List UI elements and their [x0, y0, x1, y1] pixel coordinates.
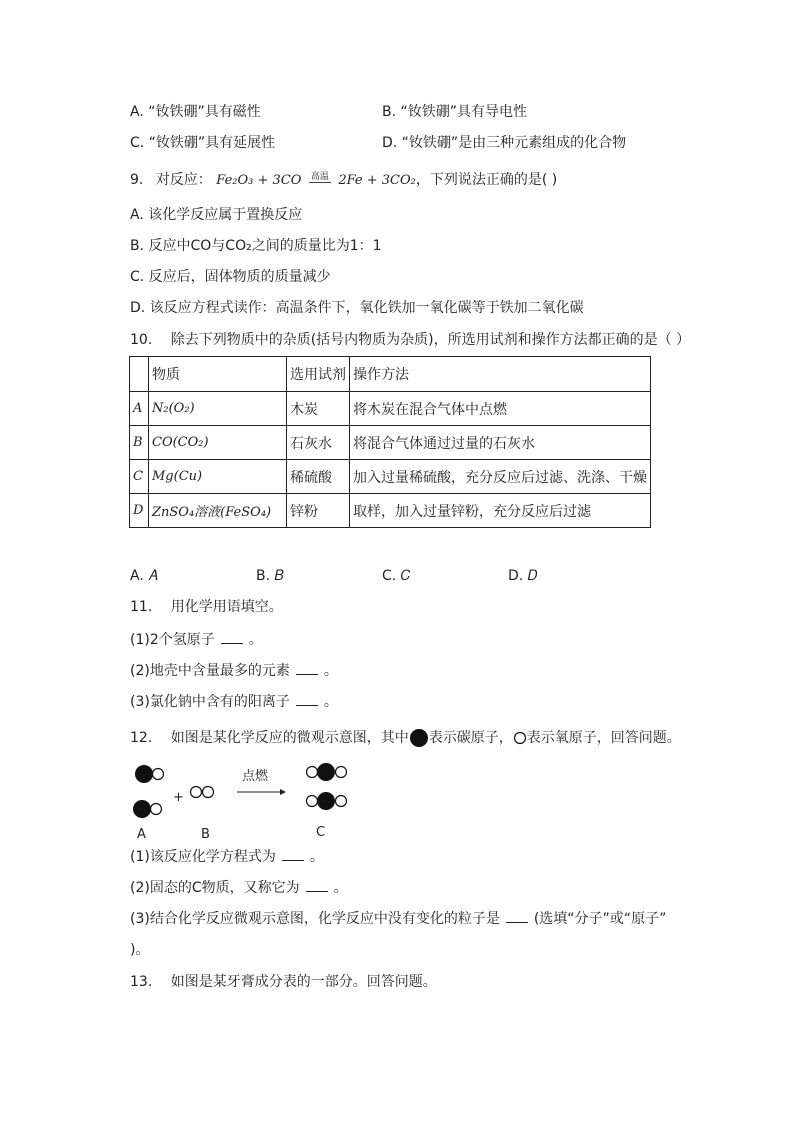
arrow-label: 点燃	[242, 769, 269, 784]
table-header-row	[130, 357, 651, 392]
table-header-cell: 操作方法	[350, 357, 651, 392]
q10-stem	[130, 330, 690, 350]
molecule-a-co	[135, 765, 164, 783]
table-cell-method: 将混合气体通过过量的石灰水	[350, 426, 651, 460]
table-cell-substance: Mg(Cu)	[149, 460, 287, 494]
q11-item-2-end: 。	[323, 663, 338, 679]
oxygen-atom-icon	[513, 731, 527, 745]
answer-blank[interactable]	[296, 662, 318, 675]
q12-number: 12.	[130, 730, 153, 746]
q10-number: 10.	[130, 332, 153, 348]
carbon-atom-icon	[409, 728, 429, 748]
q11-stem	[130, 597, 283, 617]
q12-item-3-tail: (选填“分子”或“原子”	[533, 911, 667, 927]
table-cell-option: D	[130, 494, 149, 528]
table-cell-reagent: 稀硫酸	[287, 460, 350, 494]
arrow-head-icon	[280, 789, 286, 795]
q11-item-3-text: (3)氯化钠中含有的阳离子	[130, 694, 290, 710]
q9-option-a: A. 该化学反应属于置换反应	[130, 207, 303, 223]
molecule-b-o2	[191, 787, 214, 798]
answer-blank[interactable]	[221, 631, 243, 644]
table-row	[130, 460, 651, 494]
table-cell-option: A	[130, 392, 149, 426]
q9-number: 9.	[130, 172, 144, 188]
q9-condition	[309, 173, 331, 188]
q8-option-d: D. “钕铁硼”是由三种元素组成的化合物	[382, 135, 627, 151]
q11-item-2	[130, 661, 338, 681]
q12-item-2-text: (2)固态的C物质，又称它为	[130, 880, 300, 896]
q12-item-3	[130, 909, 666, 929]
table-cell-reagent: 木炭	[287, 392, 350, 426]
label-c: C	[316, 825, 326, 840]
q10-option-a: A. 𝐴	[130, 568, 158, 584]
q12-stem-b: 表示碳原子，	[428, 730, 513, 746]
q13-stem	[130, 972, 437, 992]
table-cell-reagent: 锌粉	[287, 494, 350, 528]
q10-table	[129, 356, 651, 528]
table-cell-option: C	[130, 460, 149, 494]
table-header-cell: 选用试剂	[287, 357, 350, 392]
table-cell-option: B	[130, 426, 149, 460]
q11-item-1-end: 。	[248, 632, 263, 648]
q9-option-b: B. 反应中CO与CO₂之间的质量比为1：1	[130, 238, 382, 254]
q11-item-1-text: (1)2个氢原子	[130, 632, 215, 648]
q11-item-1	[130, 630, 263, 650]
q12-item-1-end: 。	[309, 849, 324, 865]
q9-option-d: D. 该反应方程式读作：高温条件下，氧化铁加一氧化碳等于铁加二氧化碳	[130, 300, 584, 316]
table-header-cell	[130, 357, 149, 392]
q8-option-a: A. “钕铁硼”具有磁性	[130, 104, 261, 120]
table-row	[130, 494, 651, 528]
answer-blank[interactable]	[282, 848, 304, 861]
answer-blank[interactable]	[506, 910, 528, 923]
table-cell-method: 取样，加入过量锌粉，充分反应后过滤	[350, 494, 651, 528]
q10-option-d: D. 𝐷	[508, 568, 538, 584]
q10-option-b: B. 𝐵	[256, 568, 284, 584]
q10-stem-text: 除去下列物质中的杂质(括号内物质为杂质)，所选用试剂和操作方法都正确的是（ ）	[170, 332, 691, 348]
q12-stem-c: 表示氧原子，回答问题。	[526, 730, 681, 746]
table-cell-substance: ZnSO₄溶液(FeSO₄)	[149, 494, 287, 528]
q9-stem-prefix: 对反应：	[155, 172, 212, 188]
q12-item-2	[130, 878, 348, 898]
q12-item-3-wrap: )。	[130, 942, 150, 958]
answer-blank[interactable]	[306, 879, 328, 892]
q10-option-c: C. 𝐶	[382, 568, 411, 584]
label-a: A	[137, 827, 146, 842]
table-row	[130, 426, 651, 460]
q13-stem-text: 如图是某牙膏成分表的一部分。回答问题。	[170, 974, 437, 990]
table-cell-substance: CO(CO₂)	[149, 426, 287, 460]
label-b: B	[201, 827, 210, 842]
q9-equation-right: 2Fe + 3CO₂	[338, 173, 416, 188]
q12-item-1-text: (1)该反应化学方程式为	[130, 849, 276, 865]
table-cell-substance: N₂(O₂)	[149, 392, 287, 426]
q9-condition-text: 高温	[310, 171, 329, 182]
q11-number: 11.	[130, 599, 153, 615]
q11-item-3-end: 。	[323, 694, 338, 710]
plus-sign: +	[173, 790, 184, 805]
molecule-a-co	[133, 800, 162, 818]
answer-blank[interactable]	[296, 693, 318, 706]
q9-equation-left: Fe₂O₃ + 3CO	[216, 173, 302, 188]
table-header-cell: 物质	[149, 357, 287, 392]
q9-option-c: C. 反应后，固体物质的质量减少	[130, 269, 331, 285]
q9-stem-suffix: ，下列说法正确的是( )	[415, 172, 558, 188]
table-cell-method: 将木炭在混合气体中点燃	[350, 392, 651, 426]
q12-item-1	[130, 847, 324, 867]
q11-item-3	[130, 692, 338, 712]
table-cell-method: 加入过量稀硫酸，充分反应后过滤、洗涤、干燥	[350, 460, 651, 494]
q13-number: 13.	[130, 974, 153, 990]
reaction-diagram	[120, 758, 370, 848]
table-row	[130, 392, 651, 426]
q12-stem	[130, 728, 681, 748]
q11-item-2-text: (2)地壳中含量最多的元素	[130, 663, 290, 679]
q12-item-3-text: (3)结合化学反应微观示意图，化学反应中没有变化的粒子是	[130, 911, 500, 927]
q9-stem	[130, 170, 557, 191]
q8-option-c: C. “钕铁硼”具有延展性	[130, 135, 276, 151]
q11-stem-text: 用化学用语填空。	[170, 599, 283, 615]
molecule-c-co2	[307, 763, 347, 781]
q12-item-2-end: 。	[333, 880, 348, 896]
molecule-c-co2	[307, 792, 347, 810]
table-cell-reagent: 石灰水	[287, 426, 350, 460]
q12-stem-a: 如图是某化学反应的微观示意图，其中	[170, 730, 409, 746]
q8-option-b: B. “钕铁硼”具有导电性	[382, 104, 528, 120]
